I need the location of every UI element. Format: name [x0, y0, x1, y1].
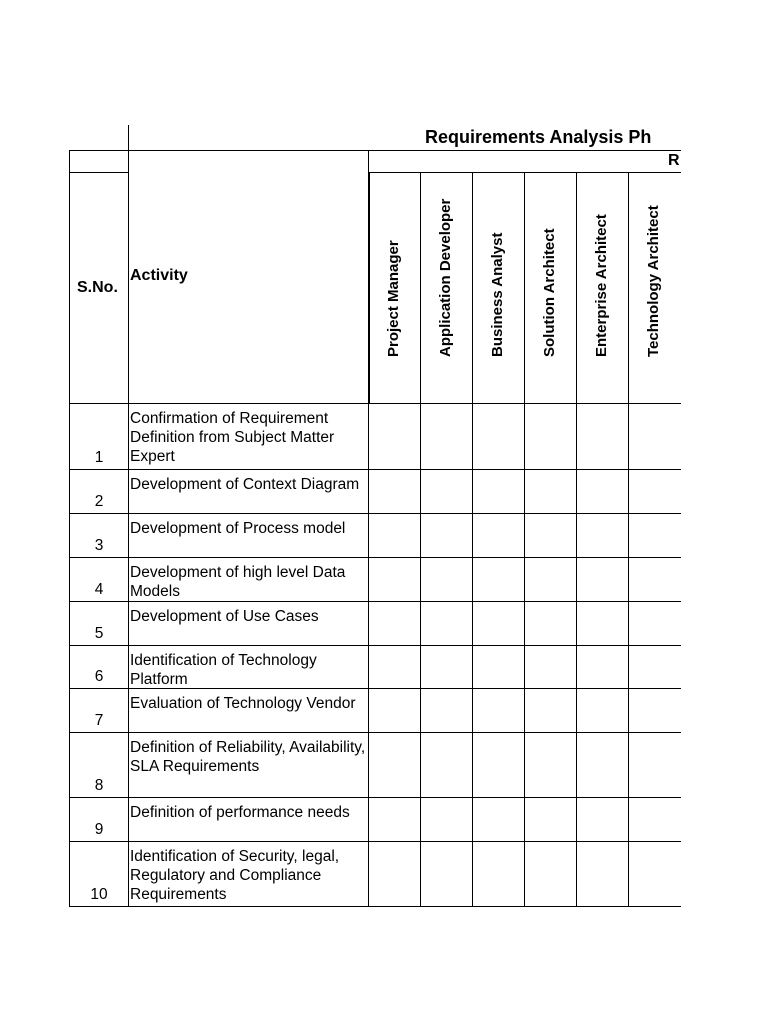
grid-line: [69, 906, 681, 907]
activity-cell: Identification of Security, legal, Regulatory and Compliance Requirements: [130, 848, 340, 903]
grid-line: [69, 841, 681, 842]
role-header: [420, 172, 472, 403]
sno-cell: 4: [94, 581, 104, 598]
grid-line: [69, 403, 681, 404]
activity-cell: Identification of Technology Platform: [130, 652, 317, 688]
sno-cell: 8: [94, 777, 104, 794]
grid-line: [69, 645, 681, 646]
sno-cell: 9: [94, 821, 104, 838]
sno-header: S.No.: [77, 279, 118, 296]
grid-line: [369, 172, 370, 403]
role-header: [524, 172, 576, 403]
activity-header: Activity: [130, 267, 188, 284]
role-header: [368, 172, 420, 403]
activity-cell: Evaluation of Technology Vendor: [130, 695, 356, 712]
role-header-label: Enterprise Architect: [593, 214, 610, 357]
activity-cell: Development of high level Data Models: [130, 564, 346, 600]
activity-cell: Definition of performance needs: [130, 804, 350, 821]
grid-line: [69, 601, 681, 602]
sno-cell: 5: [94, 625, 104, 642]
grid-line: [628, 172, 629, 907]
activity-cell: Development of Process model: [130, 520, 346, 537]
grid-line: [69, 732, 681, 733]
grid-line: [524, 172, 525, 907]
grid-line: [69, 150, 681, 151]
activity-cell: Confirmation of Requirement Definition from Subject Matter Expert: [130, 410, 335, 465]
sno-cell: 10: [90, 886, 108, 903]
role-header: [576, 172, 628, 403]
sno-cell: 6: [94, 668, 104, 685]
sno-cell: 1: [94, 449, 104, 466]
activity-cell: Development of Context Diagram: [130, 476, 360, 493]
sno-cell: 7: [94, 712, 104, 729]
grid-line: [69, 688, 681, 689]
activity-cell: Development of Use Cases: [130, 608, 319, 625]
sno-cell: 2: [94, 493, 104, 510]
grid-line: [69, 150, 70, 907]
grid-line: [69, 557, 681, 558]
role-header-label: Technology Architect: [645, 205, 662, 357]
role-header-label: Solution Architect: [541, 228, 558, 357]
role-header-label: Business Analyst: [489, 232, 506, 357]
grid-line: [128, 125, 129, 907]
grid-line: [420, 172, 421, 907]
grid-line: [576, 172, 577, 907]
role-header: [628, 172, 680, 403]
role-header: [472, 172, 524, 403]
sno-cell: 3: [94, 537, 104, 554]
role-group-header: R: [668, 152, 680, 169]
grid-line: [472, 172, 473, 907]
activity-cell: Definition of Reliability, Availability, SLA Requirements: [130, 739, 366, 775]
grid-line: [69, 797, 681, 798]
role-header-label: Project Manager: [385, 240, 402, 357]
grid-line: [69, 469, 681, 470]
grid-line: [69, 172, 128, 173]
sheet-title: Requirements Analysis Ph: [425, 127, 652, 147]
role-header-label: Application Developer: [437, 198, 454, 357]
grid-line: [69, 513, 681, 514]
